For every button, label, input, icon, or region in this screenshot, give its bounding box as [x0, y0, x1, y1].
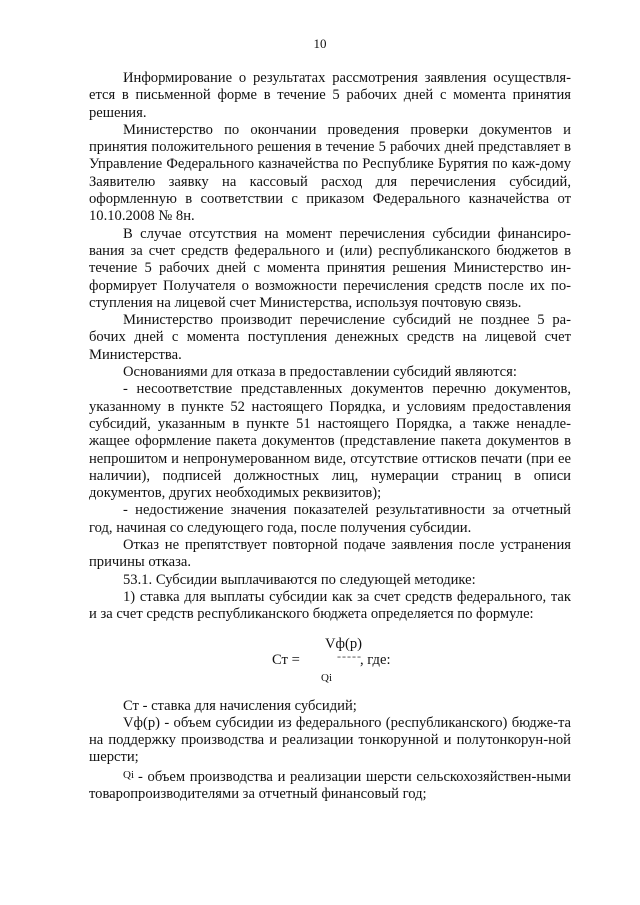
definition-q-text: - объем производства и реализации шерсти сельскохозяйствен-ными товаропроизводителями за отчетный финансовый год;	[89, 768, 571, 802]
definition-vf: Vф(р) - объем субсидии из федерального (республиканского) бюдже-та на поддержку производства и реализации тонкорунной и полутонкорун-ной шерсти;	[89, 714, 571, 766]
definition-st: Ст - ставка для начисления субсидий;	[123, 697, 357, 714]
paragraph-notification: Информирование о результатах рассмотрения заявления осуществля-ется в письменной форме в течение 5 рабочих дней с момента принятия решения.	[89, 70, 571, 121]
paragraph-rate-formula-intro: 1) ставка для выплаты субсидии как за счет средств федерального, так и за счет средств республиканского бюджета определяется по формуле:	[89, 588, 571, 623]
formula-lhs: Ст =	[272, 651, 300, 668]
definition-q	[89, 767, 571, 804]
formula-suffix: , где:	[360, 651, 391, 668]
definition-q-symbol: Qi	[123, 768, 134, 781]
paragraph-refusal-item-1: - несоответствие представленных документов перечню документов, указанному в пункте 52 настоящего Порядка, и условиям предоставления субсидий, указанным в пункте 51 настоящего Порядка, а также ненадле-жащее оформление пакета документов (представление пакета документов в непрошитом и непронумерованном виде, отсутствие оттисков печати (при ее наличии), подписей должностных лиц, нумерации страниц в описи документов, других необходимых реквизитов);	[89, 381, 571, 502]
paragraph-refusal-item-2: - недостижение значения показателей результативности за отчетный год, начиная со следующего года, после получения субсидии.	[89, 502, 571, 536]
paragraph-no-funding: В случае отсутствия на момент перечисления субсидии финансиро-вания за счет средств федерального и (или) республиканского бюджетов в течение 5 рабочих дней с момента принятия решения Министерство ин-формирует Получателя о возможности перечисления средств после их по-ступления на лицевой счет Министерства, используя почтовую связь.	[89, 225, 571, 311]
rate-formula	[89, 630, 571, 694]
paragraph-resubmission: Отказ не препятствует повторной подаче заявления после устранения причины отказа.	[89, 537, 571, 571]
paragraph-methodology: 53.1. Субсидии выплачиваются по следующей методике:	[123, 571, 476, 588]
page-number: 10	[313, 36, 327, 51]
paragraph-refusal-grounds: Основаниями для отказа в предоставлении субсидий являются:	[123, 364, 517, 381]
document-body	[89, 70, 571, 803]
paragraph-treasury-request: Министерство по окончании проведения проверки документов и принятия положительного решения в течение 5 рабочих дней представляет в Управление Федерального казначейства по Республике Бурятия по каж-дому Заявителю заявку на кассовый расход для перечисления субсидий, оформленную в соответствии с приказом Федерального казначейства от 10.10.2008 № 8н.	[89, 121, 571, 225]
formula-denominator: Qi	[321, 671, 332, 684]
formula-fraction-line: -----	[337, 648, 362, 663]
paragraph-transfer-deadline: Министерство производит перечисление субсидий не позднее 5 ра-бочих дней с момента поступления денежных средств на лицевой счет Министерства.	[89, 312, 571, 363]
formula-numerator: Vф(р)	[325, 635, 363, 652]
